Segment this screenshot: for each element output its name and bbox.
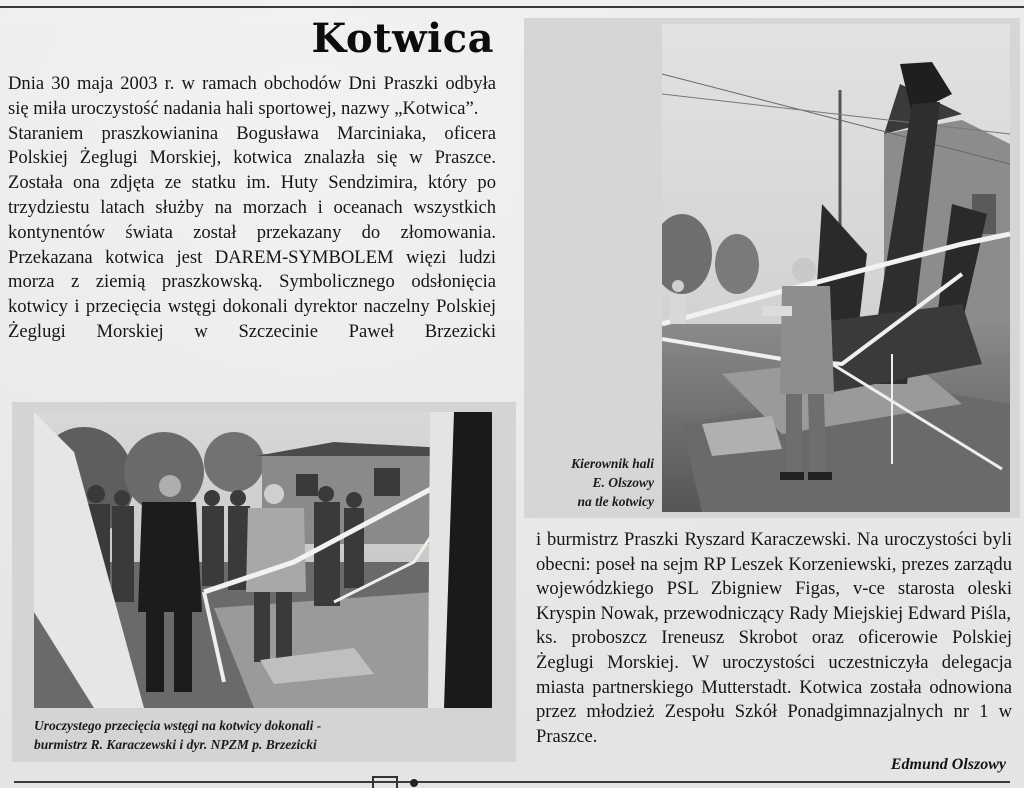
page-dot (410, 779, 418, 787)
page-marker (372, 776, 398, 788)
article-author: Edmund Olszowy (890, 756, 1006, 773)
paragraph-2: Staraniem praszkowianina Bogusława Marciniaka, oficera Polskiej Żeglugi Morskiej, kotwica znalazła się w Praszce. Została ona zdjęta ze statku im. Huty Sendzimira, który po trzydziestu latach służby na morzach i oceanach wszystkich kontynentów świata został przekazany do złomowania. Przekazana kotwica jest DAREM-SYMBOLEM więzi ludzi morza z ziemią praszkowską. Symbolicznego odsłonięcia kotwicy i przecięcia wstęgi dokonali dyrektor naczelny Polskiej Żeglugi Morskiej w Szczecinie Paweł Brzezicki (8, 122, 496, 342)
caption-line: Kierownik hali (571, 456, 654, 471)
caption-line: burmistrz R. Karaczewski i dyr. NPZM p. Brzezicki (34, 737, 317, 752)
caption-line: Uroczystego przecięcia wstęgi na kotwicy dokonali - (34, 718, 322, 733)
right-column (536, 528, 1012, 749)
anchor-photo-caption (530, 454, 654, 511)
anchor-photo (662, 24, 1010, 512)
bleed-through-text (10, 8, 310, 30)
ribbon-cutting-photo (34, 412, 492, 708)
bottom-rule (14, 781, 1010, 783)
paragraph-1: Dnia 30 maja 2003 r. w ramach obchodów Dni Praszki odbyła się miła uroczystość nadania hali sportowej, nazwy „Kotwica”. (8, 73, 496, 119)
caption-line: E. Olszowy (592, 475, 654, 490)
article-title: Kotwica (311, 15, 494, 62)
paragraph-3: i burmistrz Praszki Ryszard Karaczewski. Na uroczystości byli obecni: poseł na sejm RP Leszek Korzeniewski, prezes zarządu wojewódzkiego PSL Zbigniew Figas, v-ce starosta oleski Kryspin Nowak, przewodniczący Rady Miejskiej Edward Piśla, (536, 529, 1012, 624)
ribbon-cutting-caption (34, 716, 504, 754)
paragraph-4: ks. proboszcz Ireneusz Skrobot oraz oficerowie Polskiej Żeglugi Morskiej. W uroczystości uczestniczyła delegacja miasta partnerskiego Mutterstadt. Kotwica została odnowiona przez młodzież Zespołu Szkół Ponadgimnazjalnych nr 1 w Praszce. (536, 627, 1012, 747)
caption-line: na tle kotwicy (577, 494, 654, 509)
left-column (8, 72, 496, 345)
